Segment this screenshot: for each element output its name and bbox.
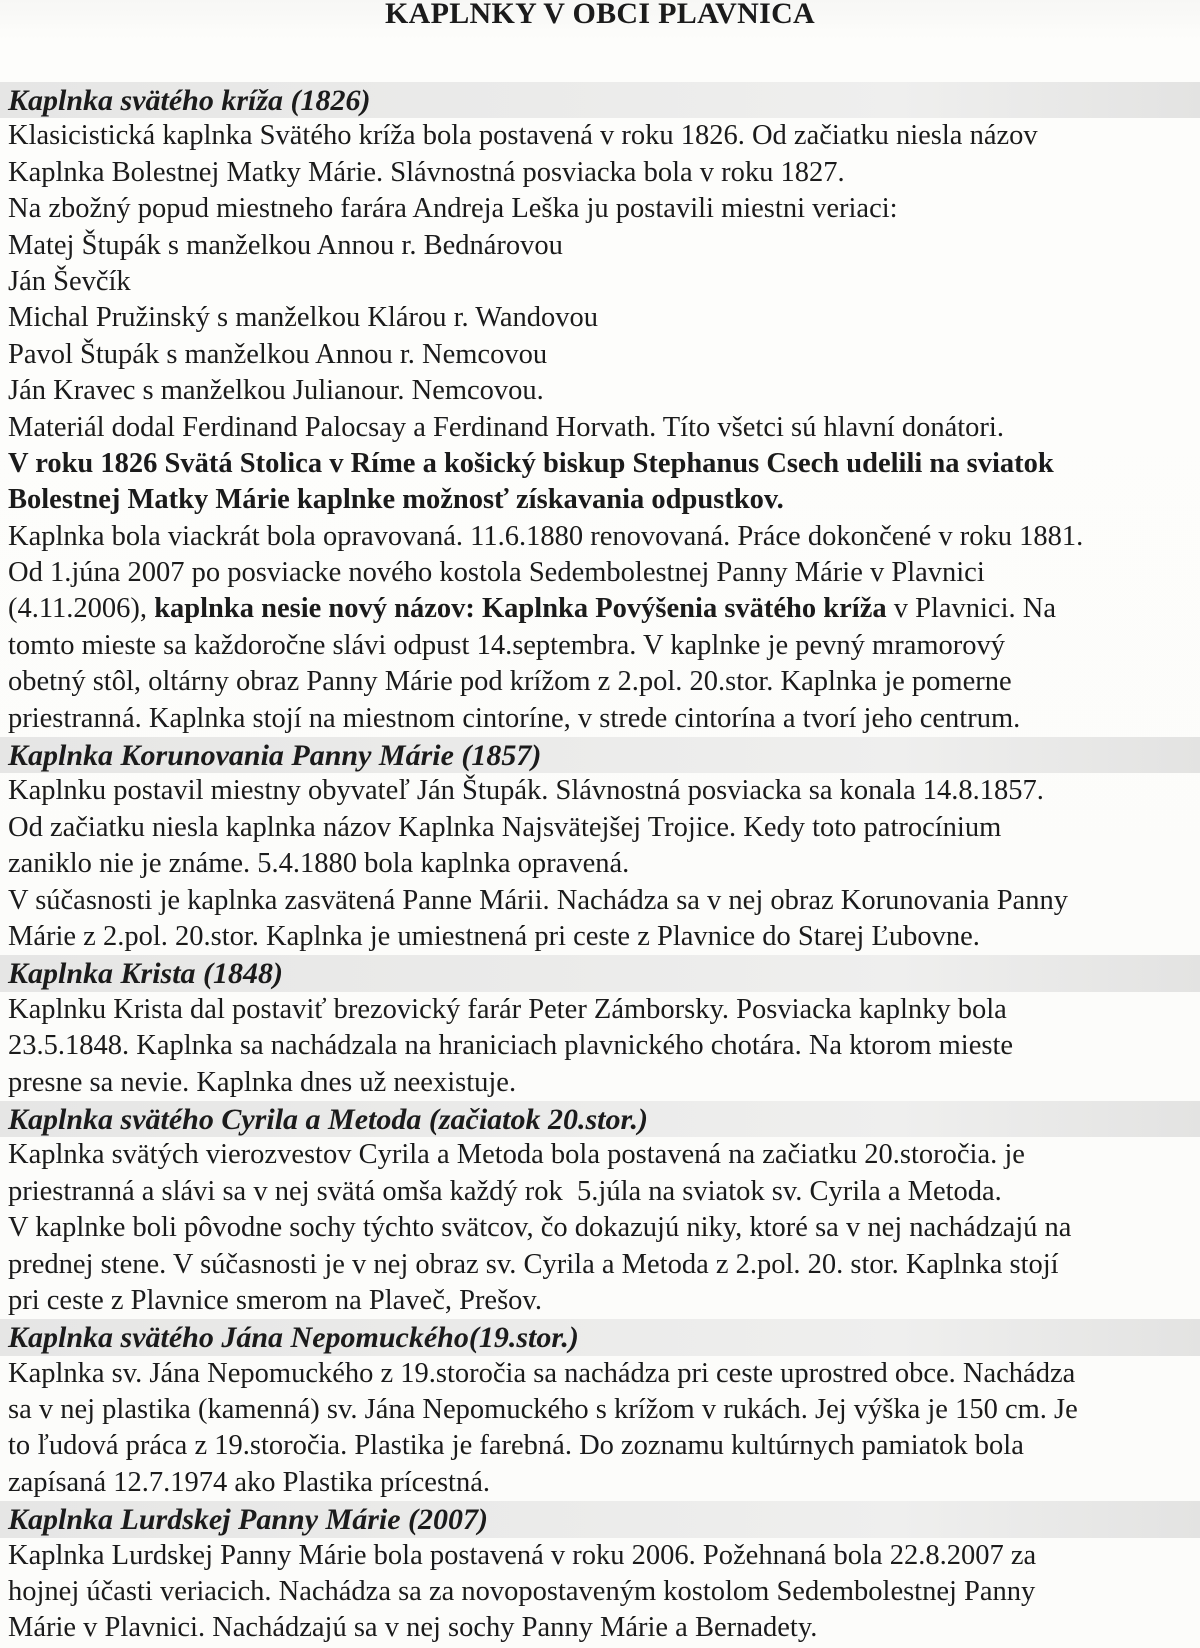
donor-line: Michal Pružinský s manželkou Klárou r. Wandovou bbox=[8, 302, 599, 334]
text-segment: (4.11.2006), bbox=[8, 593, 155, 625]
section-kaplnka-svateho-kriza bbox=[0, 82, 1200, 737]
section-heading: Kaplnka Lurdskej Panny Márie (2007) bbox=[0, 1501, 1200, 1537]
text-line: Kaplnka Lurdskej Panny Márie bola postavená v roku 2006. Požehnaná bola 22.8.2007 za bbox=[8, 1539, 1037, 1571]
text-line-mixed bbox=[0, 591, 1200, 627]
section-heading: Kaplnka Krista (1848) bbox=[0, 955, 1200, 991]
text-line: V súčasnosti je kaplnka zasvätená Panne Márii. Nachádza sa v nej obraz Korunovania Panny bbox=[8, 884, 1068, 916]
donor-line: Ján Ševčík bbox=[8, 265, 131, 297]
text-line: Kaplnka sv. Jána Nepomuckého z 19.storočia sa nachádza pri ceste uprostred obce. Nachádza bbox=[8, 1357, 1076, 1389]
document-title: KAPLNKY V OBCI PLAVNICA bbox=[384, 0, 816, 30]
text-line: Kaplnku postavil miestny obyvateľ Ján Štupák. Slávnostná posviacka sa konala 14.8.1857. bbox=[8, 775, 1044, 807]
text-line: sa v nej plastika (kamenná) sv. Jána Nepomuckého s krížom v rukách. Jej výška je 150 cm. Je bbox=[8, 1394, 1078, 1426]
text-line: Na zbožný popud miestneho farára Andreja Leška ju postavili miestni veriaci: bbox=[8, 193, 898, 225]
text-line: tomto mieste sa každoročne slávi odpust 14.septembra. V kaplnke je pevný mramorový bbox=[8, 629, 1006, 661]
text-line: to ľudová práca z 19.storočia. Plastika je farebná. Do zoznamu kultúrnych pamiatok bola bbox=[8, 1430, 1024, 1462]
section-kaplnka-lurdskej-panny-marie bbox=[0, 1501, 1200, 1647]
section-heading: Kaplnka svätého kríža (1826) bbox=[0, 82, 1200, 118]
text-line: pri ceste z Plavnice smerom na Plaveč, Prešov. bbox=[8, 1284, 542, 1316]
section-heading: Kaplnka svätého Cyrila a Metoda (začiatok 20.stor.) bbox=[0, 1101, 1200, 1137]
text-line: Od začiatku niesla kaplnka názov Kaplnka Najsvätejšej Trojice. Kedy toto patrocínium bbox=[8, 811, 1002, 843]
text-line: Kaplnka svätých vierozvestov Cyrila a Metoda bola postavená na začiatku 20.storočia. je bbox=[8, 1139, 1025, 1171]
text-line: Kaplnku Krista dal postaviť brezovický farár Peter Zámborsky. Posviacka kaplnky bola bbox=[8, 993, 1007, 1025]
text-line: Márie z 2.pol. 20.stor. Kaplnka je umiestnená pri ceste z Plavnice do Starej Ľubovne. bbox=[8, 920, 980, 952]
section-heading: Kaplnka Korunovania Panny Márie (1857) bbox=[0, 737, 1200, 773]
text-line: Kaplnka Bolestnej Matky Márie. Slávnostná posviacka bola v roku 1827. bbox=[8, 156, 845, 188]
donor-line: Ján Kravec s manželkou Julianour. Nemcovou. bbox=[8, 375, 544, 407]
text-line: priestranná a slávi sa v nej svätá omša každý rok 5.júla na sviatok sv. Cyrila a Metoda. bbox=[8, 1175, 1002, 1207]
donor-line: Pavol Štupák s manželkou Annou r. Nemcovou bbox=[8, 338, 548, 370]
text-line: hojnej účasti veriacich. Nachádza sa za novopostaveným kostolom Sedembolestnej Panny bbox=[8, 1576, 1036, 1608]
document-body bbox=[0, 82, 1200, 1647]
donor-line: Matej Štupák s manželkou Annou r. Bednárovou bbox=[8, 229, 563, 261]
text-segment: v Plavnici. Na bbox=[886, 593, 1056, 625]
emphasized-text: kaplnka nesie nový názov: Kaplnka Povýšenia svätého kríža bbox=[154, 593, 887, 625]
text-line: prednej stene. V súčasnosti je v nej obraz sv. Cyrila a Metoda z 2.pol. 20. stor. Kaplnka stojí bbox=[8, 1248, 1059, 1280]
text-line: Od 1.júna 2007 po posviacke nového kostola Sedembolestnej Panny Márie v Plavnici bbox=[8, 557, 985, 589]
text-line: priestranná. Kaplnka stojí na miestnom cintoríne, v strede cintorína a tvorí jeho centrum. bbox=[8, 702, 1021, 734]
emphasized-line: Bolestnej Matky Márie kaplnke možnosť získavania odpustkov. bbox=[8, 484, 784, 516]
text-line: Materiál dodal Ferdinand Palocsay a Ferdinand Horvath. Títo všetci sú hlavní donátori. bbox=[8, 411, 1004, 443]
emphasized-line: V roku 1826 Svätá Stolica v Ríme a košický biskup Stephanus Csech udelili na sviatok bbox=[8, 447, 1054, 479]
text-line: Klasicistická kaplnka Svätého kríža bola postavená v roku 1826. Od začiatku niesla názov bbox=[8, 120, 1038, 152]
section-kaplnka-jana-nepomuckeho bbox=[0, 1319, 1200, 1501]
text-line: V kaplnke boli pôvodne sochy týchto svätcov, čo dokazujú niky, ktoré sa v nej nachádzajú na bbox=[8, 1212, 1072, 1244]
text-line: obetný stôl, oltárny obraz Panny Márie pod krížom z 2.pol. 20.stor. Kaplnka je pomerne bbox=[8, 666, 1012, 698]
text-line: Márie v Plavnici. Nachádzajú sa v nej sochy Panny Márie a Bernadety. bbox=[8, 1612, 818, 1644]
text-line: zaniklo nie je známe. 5.4.1880 bola kaplnka opravená. bbox=[8, 848, 630, 880]
text-line: presne sa nevie. Kaplnka dnes už neexistuje. bbox=[8, 1066, 517, 1098]
section-kaplnka-cyrila-a-metoda bbox=[0, 1101, 1200, 1319]
section-kaplnka-korunovania-panny-marie bbox=[0, 737, 1200, 955]
text-line: 23.5.1848. Kaplnka sa nachádzala na hraniciach plavnického chotára. Na ktorom mieste bbox=[8, 1030, 1014, 1062]
section-kaplnka-krista bbox=[0, 955, 1200, 1101]
text-line: zapísaná 12.7.1974 ako Plastika prícestná. bbox=[8, 1466, 490, 1498]
text-line: Kaplnka bola viackrát bola opravovaná. 11.6.1880 renovovaná. Práce dokončené v roku 1881. bbox=[8, 520, 1084, 552]
section-heading: Kaplnka svätého Jána Nepomuckého(19.stor.) bbox=[0, 1319, 1200, 1355]
